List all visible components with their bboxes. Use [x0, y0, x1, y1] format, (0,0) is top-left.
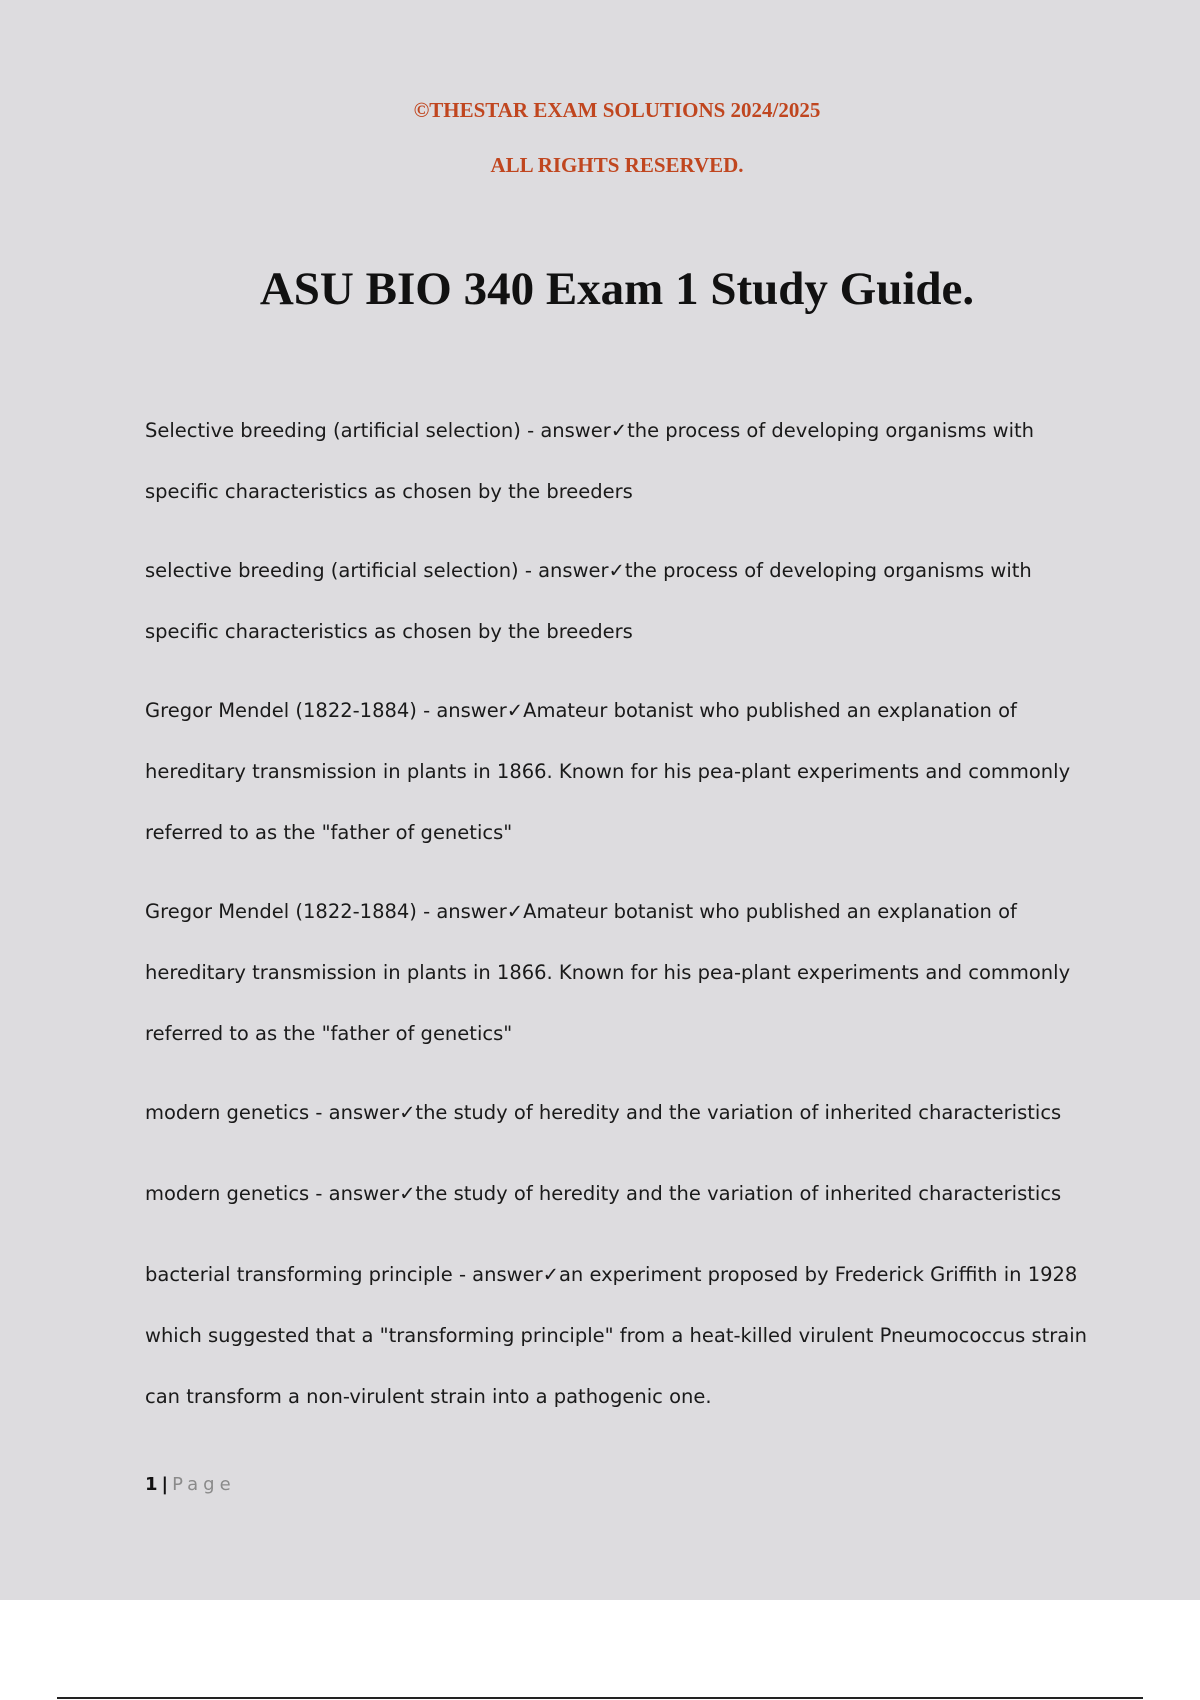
study-entry: [145, 540, 1105, 662]
entry-answer-marker: - answer✓: [416, 900, 524, 923]
entry-definition: the process of developing organisms with specific characteristics as chosen by the breeders: [145, 419, 1035, 503]
study-entry: [145, 881, 1105, 1064]
entry-definition: the study of heredity and the variation of inherited characteristics: [415, 1101, 1062, 1124]
study-entries: [145, 400, 1105, 1445]
study-entry: [145, 1163, 1105, 1224]
entry-term: Gregor Mendel (1822-1884): [145, 699, 417, 722]
entry-definition: Amateur botanist who published an explanation of hereditary transmission in plants in 1866. Known for his pea-plant experiments and commonly referred to as the "father of genetics": [145, 699, 1071, 844]
rights-reserved-notice: ALL RIGHTS RESERVED.: [490, 153, 744, 177]
entry-definition: the study of heredity and the variation of inherited characteristics: [415, 1182, 1062, 1205]
entry-term: bacterial transforming principle: [145, 1263, 453, 1286]
entry-term: modern genetics: [145, 1101, 310, 1124]
document-title: ASU BIO 340 Exam 1 Study Guide.: [259, 263, 975, 315]
entry-answer-marker: - answer✓: [309, 1101, 416, 1124]
study-entry: [145, 400, 1105, 522]
page-number: 1: [145, 1474, 158, 1495]
page-footer: [145, 1474, 236, 1495]
entry-answer-marker: - answer✓: [518, 559, 625, 582]
entry-term: selective breeding (artificial selection): [145, 559, 519, 582]
entry-definition: the process of developing organisms with specific characteristics as chosen by the breeders: [145, 559, 1032, 643]
entry-definition: an experiment proposed by Frederick Griffith in 1928 which suggested that a "transforming principle" from a heat-killed virulent Pneumococcus strain can transform a non-virulent strain into a pathogenic one.: [145, 1263, 1087, 1408]
entry-term: modern genetics: [145, 1182, 310, 1205]
page-divider: [57, 1697, 1143, 1699]
entry-definition: Amateur botanist who published an explanation of hereditary transmission in plants in 1866. Known for his pea-plant experiments and commonly referred to as the "father of genetics": [145, 900, 1071, 1045]
entry-term: Selective breeding (artificial selection): [145, 419, 521, 442]
page-label: Page: [172, 1474, 236, 1495]
study-entry: [145, 1082, 1105, 1143]
study-entry: [145, 1244, 1105, 1427]
page-separator: |: [161, 1474, 169, 1495]
entry-answer-marker: - answer✓: [416, 699, 524, 722]
entry-answer-marker: - answer✓: [309, 1182, 416, 1205]
entry-answer-marker: - answer✓: [452, 1263, 559, 1286]
entry-term: Gregor Mendel (1822-1884): [145, 900, 417, 923]
copyright-notice: ©THESTAR EXAM SOLUTIONS 2024/2025: [413, 98, 821, 122]
study-entry: [145, 680, 1105, 863]
entry-answer-marker: - answer✓: [520, 419, 628, 442]
